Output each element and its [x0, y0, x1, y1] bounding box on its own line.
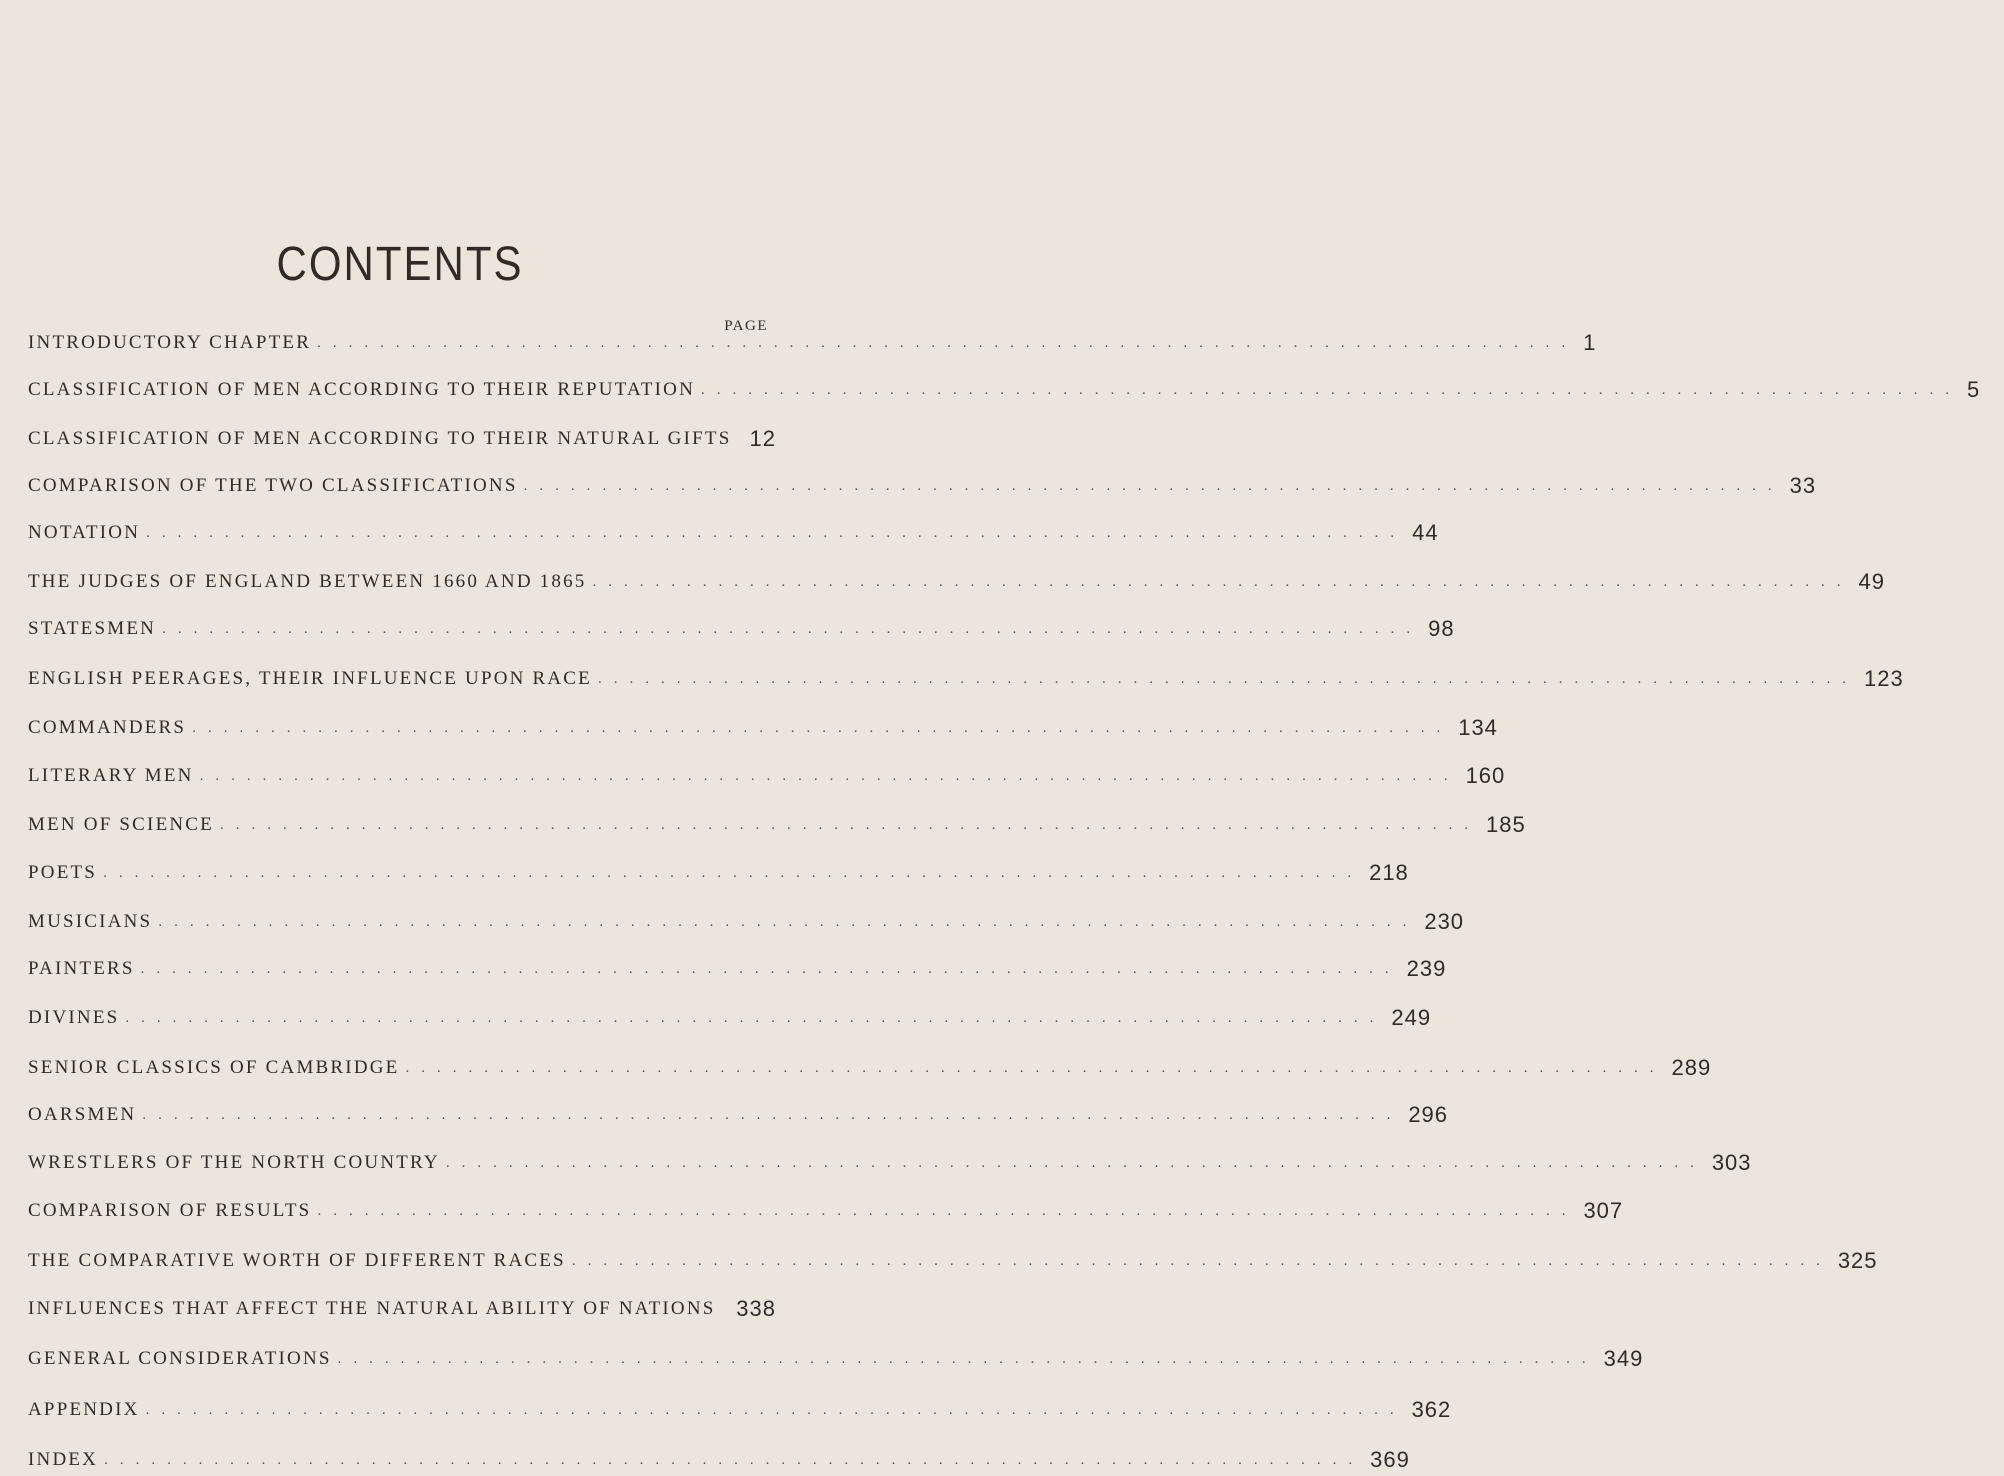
contents-entry	[0, 1394, 1452, 1426]
entry-title: THE COMPARATIVE WORTH OF DIFFERENT RACES	[28, 1250, 566, 1271]
dot-leader: ................................................................................	[597, 670, 1858, 687]
entry-title: INDEX	[28, 1449, 99, 1470]
contents-entry	[0, 1245, 1878, 1277]
entry-title: DIVINES	[28, 1007, 120, 1028]
dot-leader: ................................................................................	[162, 620, 1423, 637]
entry-title: POETS	[28, 862, 98, 883]
entry-page-number: 303	[1711, 1150, 1752, 1175]
entry-title: APPENDIX	[28, 1399, 140, 1420]
entry-title: PAINTERS	[28, 958, 135, 979]
contents-entry	[0, 1195, 1624, 1227]
dot-leader: ................................................................................	[146, 524, 1407, 541]
entry-page-number: 33	[1789, 473, 1817, 498]
page-title: CONTENTS	[276, 236, 524, 291]
dot-leader: ................................................................................	[317, 1202, 1578, 1219]
contents-entry	[0, 1002, 1432, 1034]
dot-leader: ................................................................................	[219, 816, 1480, 833]
entry-page-number: 307	[1583, 1198, 1624, 1223]
entry-title: OARSMEN	[28, 1104, 137, 1125]
dot-leader: ................................................................................	[337, 1350, 1598, 1367]
dot-leader: ................................................................................	[103, 864, 1364, 881]
entry-page-number: 369	[1370, 1447, 1410, 1472]
contents-entry	[0, 857, 1409, 889]
entry-page-number: 49	[1858, 569, 1885, 594]
contents-entry	[0, 953, 1447, 985]
entry-title: CLASSIFICATION OF MEN ACCORDING TO THEIR NATURAL GIFTS	[28, 428, 732, 449]
entry-title: SENIOR CLASSICS OF CAMBRIDGE	[28, 1057, 400, 1078]
contents-entry	[0, 1099, 1449, 1131]
entry-page-number: 325	[1837, 1248, 1878, 1273]
entry-page-number: 230	[1424, 909, 1465, 934]
entry-page-number: 44	[1412, 520, 1439, 545]
dot-leader: ................................................................................	[571, 1252, 1832, 1269]
dot-leader: ................................................................................	[445, 1154, 1706, 1171]
entry-page-number: 218	[1369, 860, 1409, 885]
contents-entry	[0, 613, 1455, 645]
entry-title: LITERARY MEN	[28, 765, 194, 786]
entry-page-number: 5	[1967, 377, 1981, 402]
entry-title: INFLUENCES THAT AFFECT THE NATURAL ABILITY OF NATIONS	[28, 1298, 716, 1319]
dot-leader: ................................................................................	[592, 573, 1853, 590]
contents-entry	[0, 374, 1981, 406]
contents-entry	[0, 1343, 1644, 1375]
contents-entry	[0, 517, 1439, 549]
contents-entry	[0, 760, 1506, 792]
entry-page-number: 239	[1406, 956, 1447, 981]
entry-title: THE JUDGES OF ENGLAND BETWEEN 1660 AND 1865	[28, 571, 587, 592]
entry-title: WRESTLERS OF THE NORTH COUNTRY	[28, 1152, 440, 1173]
contents-entry	[0, 1444, 1410, 1476]
contents-entry	[0, 663, 1904, 695]
entry-title: MEN OF SCIENCE	[28, 814, 214, 835]
entry-page-number: 134	[1458, 715, 1498, 740]
dot-leader: ................................................................................	[405, 1059, 1666, 1076]
entry-page-number: 98	[1428, 616, 1455, 641]
contents-entry	[0, 1147, 1752, 1179]
entry-title: COMMANDERS	[28, 717, 187, 738]
dot-leader: ................................................................................	[523, 477, 1784, 494]
entry-page-number: 362	[1411, 1397, 1452, 1422]
dot-leader: ................................................................................	[199, 767, 1460, 784]
entry-title: COMPARISON OF THE TWO CLASSIFICATIONS	[28, 475, 518, 496]
entry-page-number: 1	[1583, 330, 1597, 355]
contents-entry	[0, 809, 1526, 841]
contents-entry	[0, 566, 1885, 598]
entry-title: GENERAL CONSIDERATIONS	[28, 1348, 332, 1369]
entry-page-number: 296	[1408, 1102, 1449, 1127]
entry-title: CLASSIFICATION OF MEN ACCORDING TO THEIR REPUTATION	[28, 379, 696, 400]
entry-page-number: 160	[1465, 763, 1506, 788]
contents-entry	[0, 423, 800, 455]
entry-page-number: 12	[749, 426, 776, 451]
dot-leader: ................................................................................	[701, 381, 1962, 398]
entry-page-number: 249	[1391, 1005, 1432, 1030]
page-column-heading: PAGE	[724, 318, 768, 334]
entry-title: NOTATION	[28, 522, 141, 543]
contents-entry	[0, 1052, 1712, 1084]
contents-entry	[0, 1293, 800, 1325]
contents-entry	[0, 906, 1465, 938]
contents-entry	[0, 712, 1498, 744]
dot-leader: ................................................................................	[142, 1106, 1403, 1123]
entry-page-number: 338	[736, 1296, 776, 1321]
dot-leader: ................................................................................	[192, 719, 1453, 736]
contents-entry	[0, 470, 1817, 502]
dot-leader: ................................................................................	[158, 913, 1419, 930]
entry-title: MUSICIANS	[28, 911, 153, 932]
entry-page-number: 185	[1485, 812, 1526, 837]
entry-title: INTRODUCTORY CHAPTER	[28, 332, 312, 353]
entry-page-number: 123	[1863, 666, 1904, 691]
dot-leader: ................................................................................	[145, 1401, 1406, 1418]
entry-title: COMPARISON OF RESULTS	[28, 1200, 312, 1221]
entry-title: STATESMEN	[28, 618, 157, 639]
dot-leader: ................................................................................	[317, 334, 1578, 351]
contents-entry	[0, 327, 1597, 359]
dot-leader: ................................................................................	[140, 960, 1401, 977]
dot-leader: ................................................................................	[104, 1451, 1365, 1468]
entry-page-number: 289	[1671, 1055, 1712, 1080]
entry-page-number: 349	[1603, 1346, 1644, 1371]
entry-title: ENGLISH PEERAGES, THEIR INFLUENCE UPON RACE	[28, 668, 592, 689]
dot-leader: ................................................................................	[125, 1009, 1386, 1026]
